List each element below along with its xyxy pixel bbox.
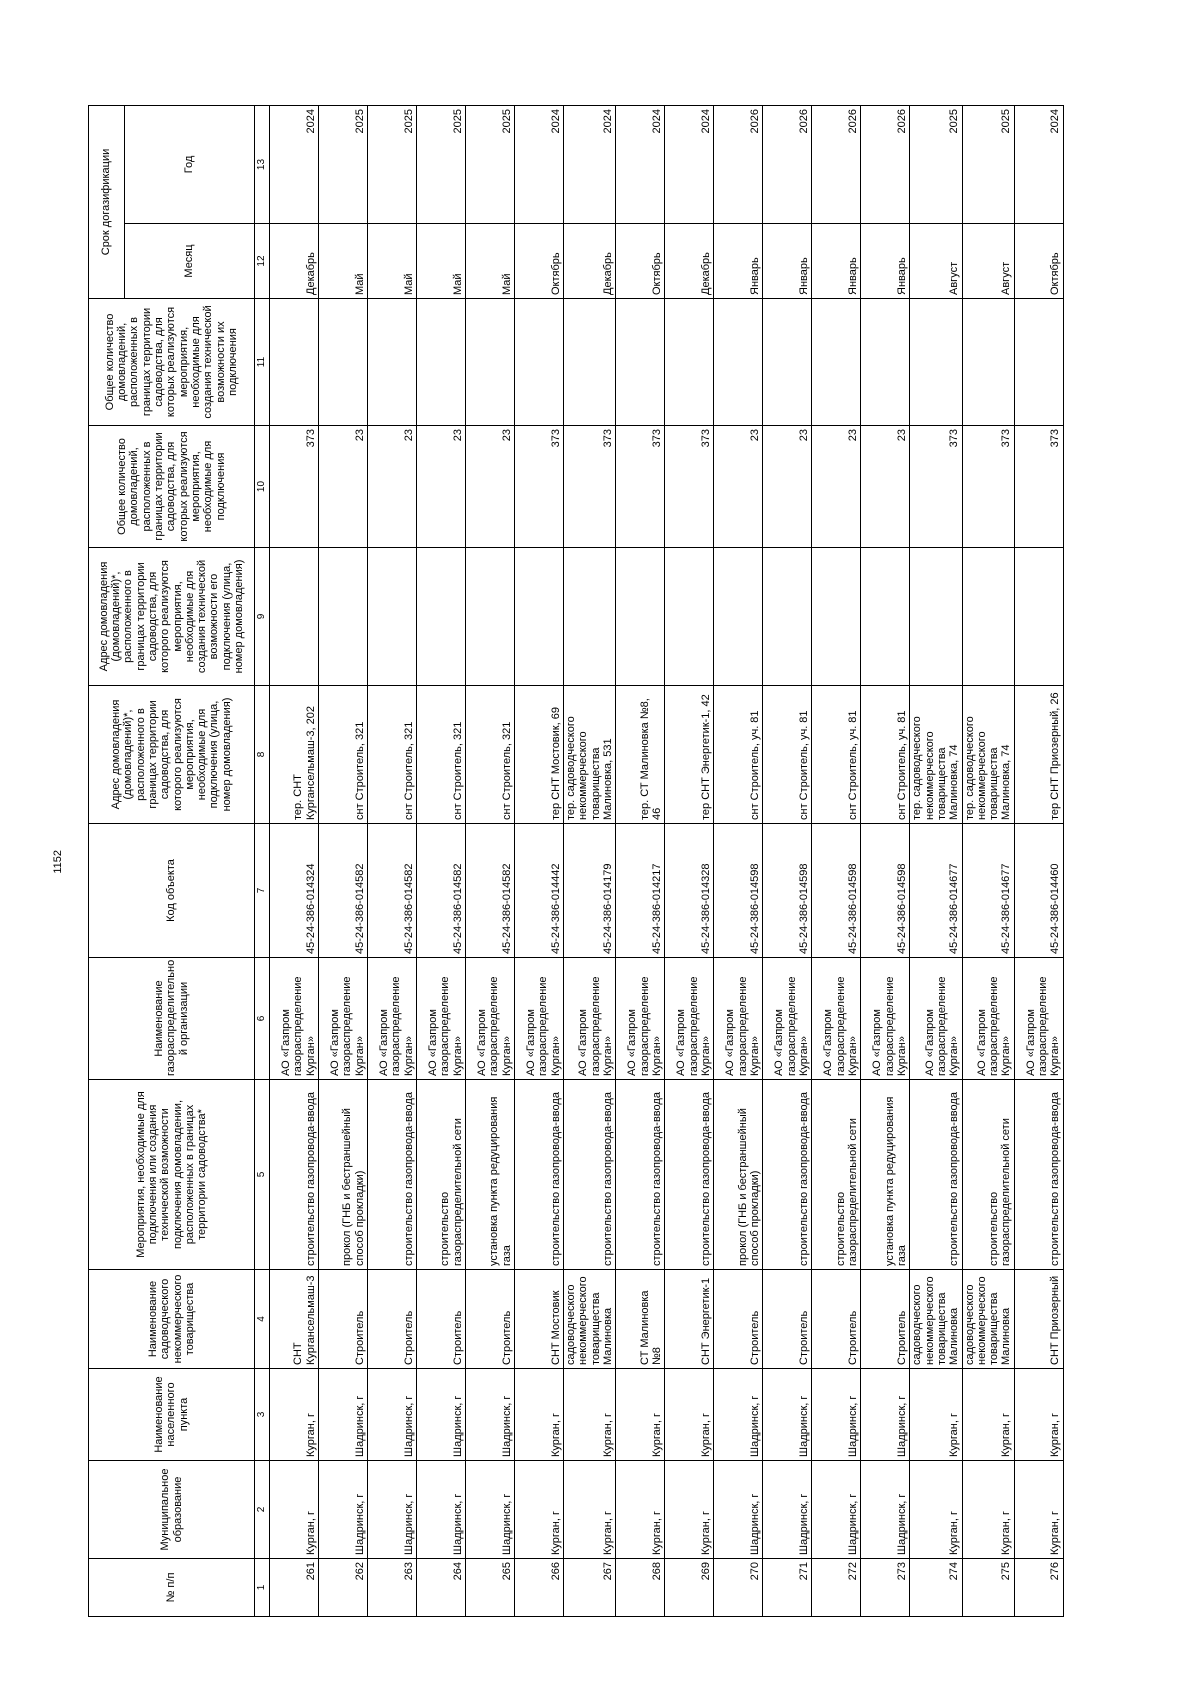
header-settlement: Наименование населенного пункта: [89, 1369, 255, 1461]
cell-gdo: АО «Газпром газораспределение Курган»: [812, 958, 861, 1080]
cell-partnership: СНТ Энергетик-1: [665, 1270, 714, 1369]
cell-gdo: АО «Газпром газораспределение Курган»: [714, 958, 763, 1080]
cell-measure: строительство газопровода-ввода: [1014, 1080, 1063, 1270]
cell-num: 273: [861, 1559, 910, 1617]
cell-settlement: Курган, г: [270, 1369, 319, 1461]
cell-code: 45-24-386-014598: [714, 824, 763, 958]
cell-num: 261: [270, 1559, 319, 1617]
table-row: [1014, 106, 1063, 1617]
cell-year: 2025: [962, 106, 1014, 224]
cell-address-capability: [962, 548, 1014, 686]
cell-year: 2026: [714, 106, 763, 224]
cell-municipality: Шадринск, г: [763, 1461, 812, 1559]
column-number: 10: [255, 426, 270, 548]
cell-total-capability: [616, 299, 665, 426]
cell-partnership: Строитель: [319, 1270, 368, 1369]
cell-year: 2024: [564, 106, 616, 224]
header-year: Год: [125, 106, 255, 224]
cell-settlement: Шадринск, г: [812, 1369, 861, 1461]
cell-municipality: Курган, г: [1014, 1461, 1063, 1559]
cell-address-capability: [515, 548, 564, 686]
cell-year: 2025: [319, 106, 368, 224]
cell-address-connect: тер СНТ Энергетик-1, 42: [665, 686, 714, 824]
cell-total-capability: [466, 299, 515, 426]
table-row: [910, 106, 962, 1617]
cell-address-capability: [861, 548, 910, 686]
cell-settlement: Шадринск, г: [319, 1369, 368, 1461]
cell-total-capability: [270, 299, 319, 426]
cell-partnership: Строитель: [417, 1270, 466, 1369]
cell-num: 275: [962, 1559, 1014, 1617]
cell-address-connect: тер. садоводческого некоммерческого товарищества Малиновка, 531: [564, 686, 616, 824]
column-number: 4: [255, 1270, 270, 1369]
cell-measure: строительство газораспределительной сети: [962, 1080, 1014, 1270]
cell-code: 45-24-386-014598: [861, 824, 910, 958]
table-row: [515, 106, 564, 1617]
cell-gdo: АО «Газпром газораспределение Курган»: [861, 958, 910, 1080]
cell-num: 266: [515, 1559, 564, 1617]
cell-code: 45-24-386-014442: [515, 824, 564, 958]
document-page: [88, 106, 1120, 1617]
cell-month: Август: [962, 224, 1014, 299]
cell-total-capability: [714, 299, 763, 426]
cell-address-capability: [665, 548, 714, 686]
cell-measure: установка пункта редуцирования газа: [861, 1080, 910, 1270]
cell-gdo: АО «Газпром газораспределение Курган»: [616, 958, 665, 1080]
cell-partnership: Строитель: [368, 1270, 417, 1369]
cell-address-capability: [368, 548, 417, 686]
cell-address-capability: [910, 548, 962, 686]
header-gdo: Наименование газораспределительно й организации: [89, 958, 255, 1080]
cell-total-connect: 23: [417, 426, 466, 548]
table-row: [368, 106, 417, 1617]
cell-code: 45-24-386-014217: [616, 824, 665, 958]
cell-partnership: СНТ Приозерный: [1014, 1270, 1063, 1369]
cell-partnership: СНТ Мостовик: [515, 1270, 564, 1369]
table-body: [270, 106, 1064, 1617]
cell-month: Май: [417, 224, 466, 299]
cell-total-connect: 373: [665, 426, 714, 548]
column-number: 5: [255, 1080, 270, 1270]
cell-total-connect: 23: [714, 426, 763, 548]
cell-year: 2025: [910, 106, 962, 224]
cell-code: 45-24-386-014324: [270, 824, 319, 958]
cell-settlement: Шадринск, г: [861, 1369, 910, 1461]
table-row: [962, 106, 1014, 1617]
cell-partnership: Строитель: [763, 1270, 812, 1369]
cell-total-capability: [515, 299, 564, 426]
table-row: [763, 106, 812, 1617]
column-number: 11: [255, 299, 270, 426]
cell-total-capability: [665, 299, 714, 426]
cell-code: 45-24-386-014328: [665, 824, 714, 958]
cell-total-capability: [368, 299, 417, 426]
cell-total-connect: 23: [368, 426, 417, 548]
cell-partnership: Строитель: [466, 1270, 515, 1369]
cell-settlement: Курган, г: [1014, 1369, 1063, 1461]
header-measures: Мероприятия, необходимые для подключения или создания технической возможности подключения домовладении, расположенных в границах территории садоводства*: [89, 1080, 255, 1270]
cell-year: 2024: [515, 106, 564, 224]
cell-code: 45-24-386-014582: [466, 824, 515, 958]
cell-partnership: садоводческого некоммерческого товарищества Малиновка: [564, 1270, 616, 1369]
cell-settlement: Курган, г: [665, 1369, 714, 1461]
cell-address-connect: снт Строитель, 321: [319, 686, 368, 824]
cell-municipality: Курган, г: [564, 1461, 616, 1559]
cell-municipality: Курган, г: [515, 1461, 564, 1559]
cell-address-connect: снт Строитель, уч. 81: [714, 686, 763, 824]
page-number: 1152: [52, 850, 64, 874]
column-number: 1: [255, 1559, 270, 1617]
cell-gdo: АО «Газпром газораспределение Курган»: [1014, 958, 1063, 1080]
header-month: Месяц: [125, 224, 255, 299]
cell-num: 274: [910, 1559, 962, 1617]
cell-total-capability: [812, 299, 861, 426]
cell-gdo: АО «Газпром газораспределение Курган»: [270, 958, 319, 1080]
cell-month: Май: [368, 224, 417, 299]
cell-gdo: АО «Газпром газораспределение Курган»: [564, 958, 616, 1080]
cell-measure: строительство газопровода-ввода: [515, 1080, 564, 1270]
cell-total-connect: 373: [270, 426, 319, 548]
cell-code: 45-24-386-014582: [368, 824, 417, 958]
cell-year: 2025: [368, 106, 417, 224]
header-code: Код объекта: [89, 824, 255, 958]
cell-address-connect: тер. СТ Малиновка №8, 46: [616, 686, 665, 824]
cell-measure: строительство газораспределительной сети: [812, 1080, 861, 1270]
cell-gdo: АО «Газпром газораспределение Курган»: [466, 958, 515, 1080]
cell-measure: строительство газопровода-ввода: [763, 1080, 812, 1270]
cell-municipality: Шадринск, г: [368, 1461, 417, 1559]
cell-address-capability: [564, 548, 616, 686]
column-number: 6: [255, 958, 270, 1080]
cell-code: 45-24-386-014179: [564, 824, 616, 958]
cell-num: 270: [714, 1559, 763, 1617]
cell-num: 265: [466, 1559, 515, 1617]
cell-measure: прокол (ГНБ и бестраншейный способ прокладки): [319, 1080, 368, 1270]
cell-total-connect: 23: [861, 426, 910, 548]
cell-total-connect: 373: [962, 426, 1014, 548]
cell-settlement: Курган, г: [910, 1369, 962, 1461]
cell-code: 45-24-386-014582: [319, 824, 368, 958]
column-number: 7: [255, 824, 270, 958]
header-address-connect: Адрес домовладения (домовладений)*, расположенного в границах территории садоводства, для которого реализуются мероприятия, необходимые для подключения (улица, номер домовладения): [89, 686, 255, 824]
cell-num: 262: [319, 1559, 368, 1617]
cell-num: 268: [616, 1559, 665, 1617]
cell-settlement: Курган, г: [962, 1369, 1014, 1461]
cell-num: 276: [1014, 1559, 1063, 1617]
table-row: [616, 106, 665, 1617]
cell-municipality: Шадринск, г: [812, 1461, 861, 1559]
cell-settlement: Шадринск, г: [714, 1369, 763, 1461]
cell-code: 45-24-386-014460: [1014, 824, 1063, 958]
table-row: [812, 106, 861, 1617]
cell-num: 271: [763, 1559, 812, 1617]
cell-municipality: Курган, г: [962, 1461, 1014, 1559]
cell-month: Декабрь: [564, 224, 616, 299]
cell-total-capability: [319, 299, 368, 426]
table-row: [861, 106, 910, 1617]
cell-month: Октябрь: [1014, 224, 1063, 299]
table-row: [714, 106, 763, 1617]
cell-address-connect: тер СНТ Приозерный, 26: [1014, 686, 1063, 824]
cell-measure: прокол (ГНБ и бестраншейный способ прокладки): [714, 1080, 763, 1270]
cell-measure: строительство газораспределительной сети: [417, 1080, 466, 1270]
cell-month: Октябрь: [616, 224, 665, 299]
cell-total-capability: [564, 299, 616, 426]
table-header: [89, 106, 270, 1617]
table-row: [564, 106, 616, 1617]
header-total-capability: Общее количество домовладений, расположенных в границах территории садоводства, для которых реализуются мероприятия, необходимые для создания технической возможности их подключения: [89, 299, 255, 426]
column-number: 3: [255, 1369, 270, 1461]
cell-address-connect: снт Строитель, 321: [417, 686, 466, 824]
cell-total-capability: [763, 299, 812, 426]
cell-measure: установка пункта редуцирования газа: [466, 1080, 515, 1270]
cell-total-capability: [962, 299, 1014, 426]
cell-gdo: АО «Газпром газораспределение Курган»: [910, 958, 962, 1080]
cell-month: Декабрь: [665, 224, 714, 299]
cell-municipality: Курган, г: [616, 1461, 665, 1559]
cell-year: 2024: [270, 106, 319, 224]
cell-total-capability: [910, 299, 962, 426]
cell-address-capability: [812, 548, 861, 686]
column-number-row: [255, 106, 270, 1617]
cell-municipality: Курган, г: [270, 1461, 319, 1559]
cell-partnership: СНТ Кургансельмаш-3: [270, 1270, 319, 1369]
header-partnership: Наименование садоводческого некоммерческого товарищества: [89, 1270, 255, 1369]
cell-settlement: Шадринск, г: [763, 1369, 812, 1461]
cell-month: Октябрь: [515, 224, 564, 299]
cell-year: 2024: [616, 106, 665, 224]
header-deadline: Срок догазификации: [89, 106, 125, 299]
cell-num: 267: [564, 1559, 616, 1617]
cell-gdo: АО «Газпром газораспределение Курган»: [319, 958, 368, 1080]
cell-partnership: Строитель: [861, 1270, 910, 1369]
cell-address-capability: [319, 548, 368, 686]
cell-address-capability: [714, 548, 763, 686]
cell-year: 2026: [812, 106, 861, 224]
cell-num: 264: [417, 1559, 466, 1617]
header-municipality: Муниципальное образование: [89, 1461, 255, 1559]
cell-month: Январь: [763, 224, 812, 299]
cell-month: Май: [466, 224, 515, 299]
cell-address-connect: снт Строитель, уч. 81: [861, 686, 910, 824]
cell-code: 45-24-386-014598: [763, 824, 812, 958]
table-row: [319, 106, 368, 1617]
gasification-table: [88, 105, 1064, 1617]
cell-partnership: Строитель: [812, 1270, 861, 1369]
cell-municipality: Шадринск, г: [466, 1461, 515, 1559]
column-number: 9: [255, 548, 270, 686]
header-num: № п/п: [89, 1559, 255, 1617]
cell-num: 272: [812, 1559, 861, 1617]
cell-address-connect: тер. садоводческого некоммерческого товарищества Малиновка, 74: [910, 686, 962, 824]
cell-code: 45-24-386-014598: [812, 824, 861, 958]
cell-measure: строительство газопровода-ввода: [665, 1080, 714, 1270]
cell-municipality: Шадринск, г: [319, 1461, 368, 1559]
cell-code: 45-24-386-014677: [962, 824, 1014, 958]
cell-address-capability: [763, 548, 812, 686]
cell-settlement: Шадринск, г: [466, 1369, 515, 1461]
cell-address-capability: [270, 548, 319, 686]
cell-year: 2026: [861, 106, 910, 224]
table-row: [417, 106, 466, 1617]
cell-year: 2025: [417, 106, 466, 224]
cell-month: Май: [319, 224, 368, 299]
cell-address-connect: тер. СНТ Кургансельмаш-3, 202: [270, 686, 319, 824]
cell-month: Январь: [812, 224, 861, 299]
cell-measure: строительство газопровода-ввода: [564, 1080, 616, 1270]
cell-address-connect: снт Строитель, уч. 81: [763, 686, 812, 824]
cell-address-capability: [417, 548, 466, 686]
cell-municipality: Шадринск, г: [417, 1461, 466, 1559]
cell-code: 45-24-386-014582: [417, 824, 466, 958]
cell-year: 2025: [466, 106, 515, 224]
cell-total-connect: 373: [564, 426, 616, 548]
cell-measure: строительство газопровода-ввода: [270, 1080, 319, 1270]
cell-total-connect: 23: [319, 426, 368, 548]
column-number: 8: [255, 686, 270, 824]
cell-settlement: Курган, г: [515, 1369, 564, 1461]
cell-partnership: Строитель: [714, 1270, 763, 1369]
cell-municipality: Курган, г: [665, 1461, 714, 1559]
cell-total-connect: 373: [515, 426, 564, 548]
cell-gdo: АО «Газпром газораспределение Курган»: [515, 958, 564, 1080]
cell-total-connect: 373: [616, 426, 665, 548]
cell-address-connect: снт Строитель, уч. 81: [812, 686, 861, 824]
cell-address-connect: снт Строитель, 321: [368, 686, 417, 824]
cell-address-connect: тер. садоводческого некоммерческого товарищества Малиновка, 74: [962, 686, 1014, 824]
header-total-connect: Общее количество домовладений, расположенных в границах территории садоводства, для которых реализуются мероприятия, необходимые для подключения: [89, 426, 255, 548]
cell-gdo: АО «Газпром газораспределение Курган»: [368, 958, 417, 1080]
cell-total-capability: [861, 299, 910, 426]
cell-month: Январь: [714, 224, 763, 299]
table-row: [270, 106, 319, 1617]
column-number: 13: [255, 106, 270, 224]
cell-total-connect: 23: [812, 426, 861, 548]
cell-code: 45-24-386-014677: [910, 824, 962, 958]
cell-total-connect: 373: [910, 426, 962, 548]
cell-measure: строительство газопровода-ввода: [616, 1080, 665, 1270]
cell-address-capability: [1014, 548, 1063, 686]
cell-settlement: Шадринск, г: [417, 1369, 466, 1461]
cell-total-capability: [417, 299, 466, 426]
cell-total-connect: 23: [763, 426, 812, 548]
header-address-capability: Адрес домовладения (домовладений)*, расположенного в границах территории садоводства, для которого реализуются мероприятия, необходимые для создания технической возможности его подключения (улица, номер домовладения): [89, 548, 255, 686]
cell-month: Август: [910, 224, 962, 299]
cell-gdo: АО «Газпром газораспределение Курган»: [665, 958, 714, 1080]
cell-address-connect: снт Строитель, 321: [466, 686, 515, 824]
table-row: [665, 106, 714, 1617]
cell-year: 2024: [665, 106, 714, 224]
cell-address-connect: тер СНТ Мостовик, 69: [515, 686, 564, 824]
cell-gdo: АО «Газпром газораспределение Курган»: [417, 958, 466, 1080]
cell-total-connect: 23: [466, 426, 515, 548]
cell-address-capability: [466, 548, 515, 686]
cell-address-capability: [616, 548, 665, 686]
cell-month: Январь: [861, 224, 910, 299]
cell-year: 2026: [763, 106, 812, 224]
cell-gdo: АО «Газпром газораспределение Курган»: [763, 958, 812, 1080]
cell-municipality: Курган, г: [910, 1461, 962, 1559]
cell-measure: строительство газопровода-ввода: [368, 1080, 417, 1270]
cell-num: 263: [368, 1559, 417, 1617]
cell-total-connect: 373: [1014, 426, 1063, 548]
cell-settlement: Шадринск, г: [368, 1369, 417, 1461]
cell-measure: строительство газопровода-ввода: [910, 1080, 962, 1270]
column-number: 2: [255, 1461, 270, 1559]
cell-municipality: Шадринск, г: [861, 1461, 910, 1559]
column-number: 12: [255, 224, 270, 299]
cell-settlement: Курган, г: [616, 1369, 665, 1461]
cell-partnership: садоводческого некоммерческого товарищества Малиновка: [962, 1270, 1014, 1369]
cell-num: 269: [665, 1559, 714, 1617]
cell-partnership: садоводческого некоммерческого товарищества Малиновка: [910, 1270, 962, 1369]
table-row: [466, 106, 515, 1617]
cell-gdo: АО «Газпром газораспределение Курган»: [962, 958, 1014, 1080]
cell-partnership: СТ Малиновка №8: [616, 1270, 665, 1369]
cell-year: 2024: [1014, 106, 1063, 224]
cell-month: Декабрь: [270, 224, 319, 299]
cell-settlement: Курган, г: [564, 1369, 616, 1461]
cell-municipality: Шадринск, г: [714, 1461, 763, 1559]
cell-total-capability: [1014, 299, 1063, 426]
